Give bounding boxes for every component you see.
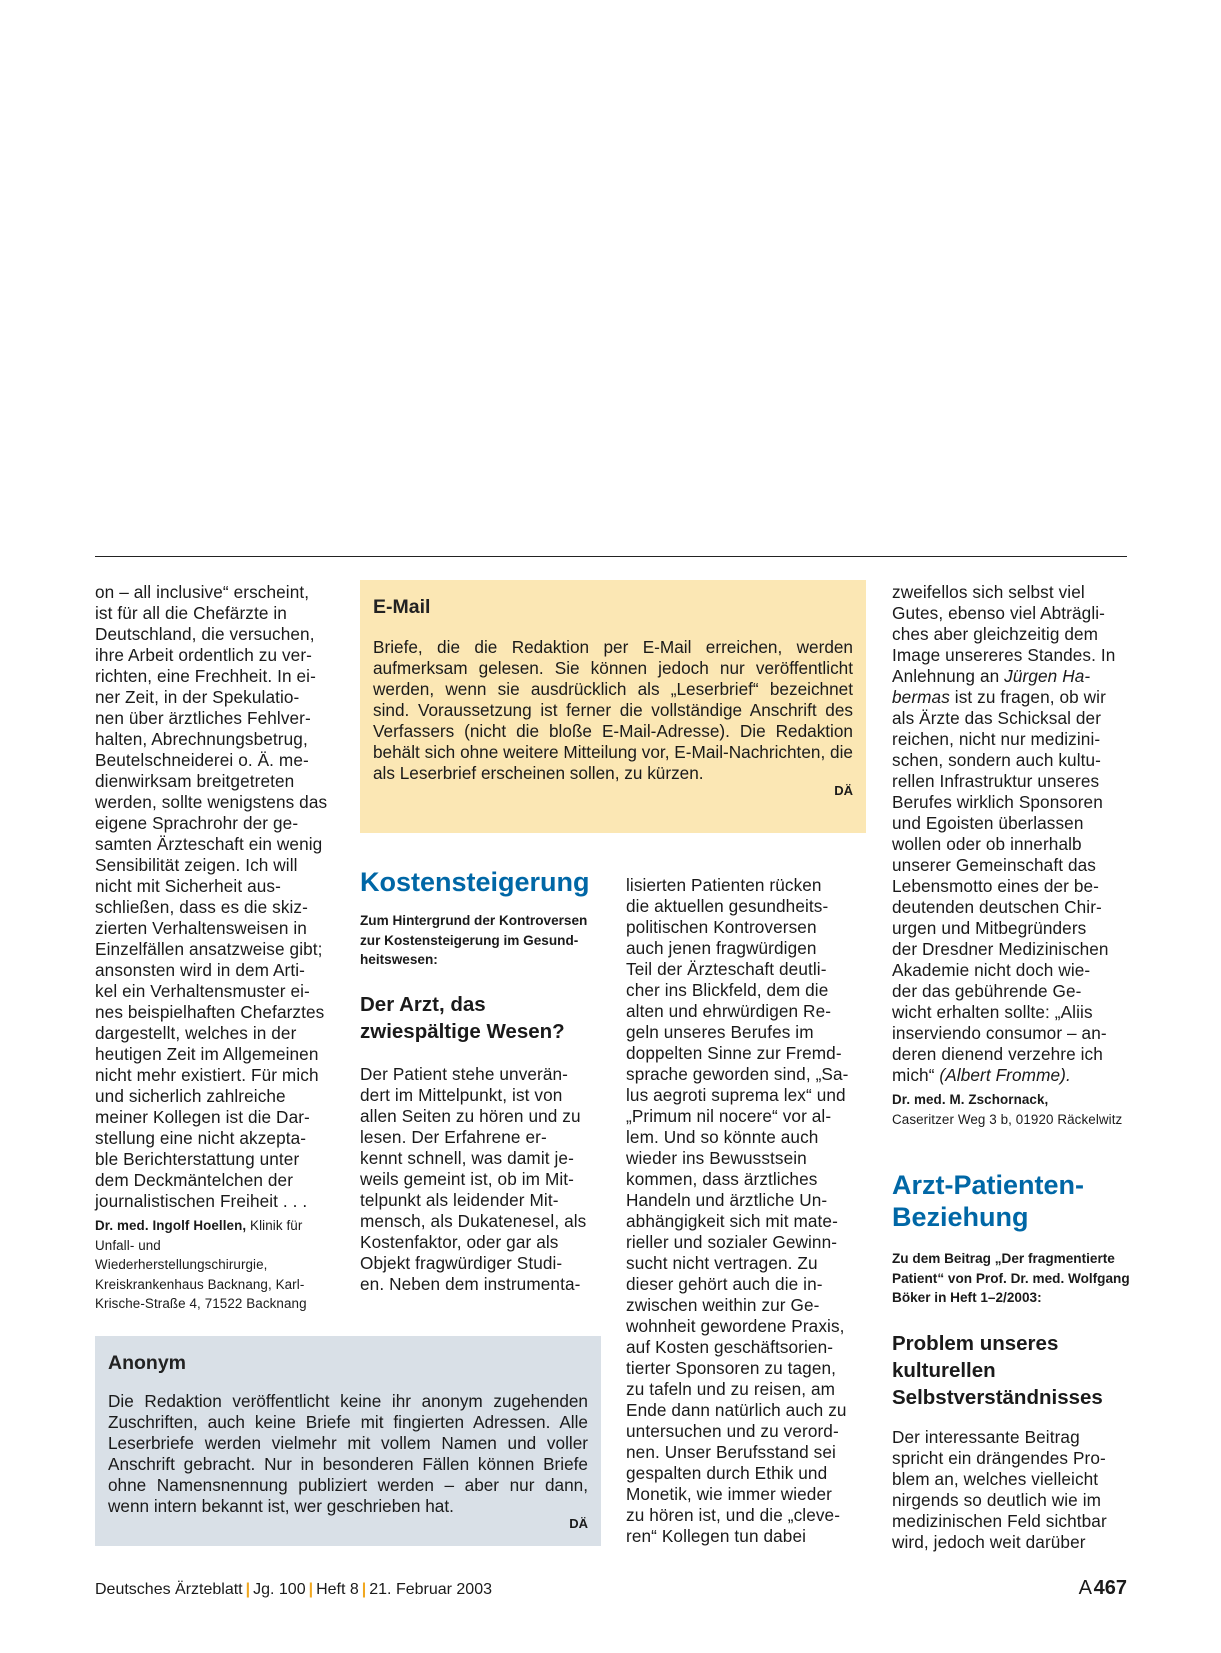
text-run: Anlehnung an	[892, 666, 1005, 686]
letter-zschornack-body-a	[892, 582, 1132, 666]
text-line: deren dienend verzehre ich	[892, 1044, 1103, 1064]
arzt-title-line: Arzt-Patienten-	[892, 1170, 1085, 1200]
letter-zschornack-line-mixed-2	[892, 687, 1132, 708]
arzt-subtitle	[892, 1249, 1132, 1308]
text-line: nes beispielhaften Chefarztes	[95, 1002, 325, 1022]
text-line: kel ein Verhaltensmuster ei-	[95, 981, 310, 1001]
text-line: Ende dann natürlich auch zu	[626, 1400, 847, 1420]
text-line: nen. Unser Berufsstand sei	[626, 1442, 836, 1462]
top-rule	[95, 556, 1127, 557]
text-line: en. Neben dem instrumenta-	[360, 1274, 581, 1294]
email-box-text: Briefe, die die Redaktion per E-Mail erreichen, werden aufmerksam gelesen. Sie können jedoch nur veröffentlicht werden, wenn sie ausdrücklich als „Leserbrief“ bezeichnet sind. Voraussetzung ist ferner die vollständige Anschrift des Verfassers (nicht die bloße E-Mail-Adresse). Die Redaktion behält sich ohne weitere Mitteilung vor, E-Mail-Nachrichten, die als Leserbrief erscheinen sollen, zu kürzen.	[373, 637, 853, 783]
page-prefix: A	[1078, 1577, 1092, 1599]
text-line: und Egoisten überlassen	[892, 813, 1084, 833]
text-line: rellen Infrastruktur unseres	[892, 771, 1100, 791]
italic-quote-author: (Albert Fromme).	[939, 1065, 1071, 1085]
text-line: kennt schnell, was damit je-	[360, 1148, 574, 1168]
email-box-body	[373, 637, 853, 798]
text-line: meiner Kollegen ist die Dar-	[95, 1107, 310, 1127]
text-line: auch jenen fragwürdigen	[626, 938, 817, 958]
anonym-box-title: Anonym	[108, 1352, 186, 1374]
email-box-title: E-Mail	[373, 596, 431, 618]
text-line: urgen und Mitbegründers	[892, 918, 1087, 938]
text-line: untersuchen und zu verord-	[626, 1421, 839, 1441]
text-line: kommen, dass ärztliches	[626, 1169, 818, 1189]
italic-name-run: bermas	[892, 687, 950, 707]
text-line: deutenden deutschen Chir-	[892, 897, 1102, 917]
text-run: ist zu fragen, ob wir	[949, 687, 1106, 707]
text-line: samten Ärzteschaft ein wenig	[95, 834, 323, 854]
text-line: allen Seiten zu hören und zu	[360, 1106, 581, 1126]
kosten-subtitle-line: zur Kostensteigerung im Gesund-	[360, 932, 579, 948]
text-line: ren“ Kollegen tun dabei	[626, 1526, 807, 1546]
text-line: zierten Verhaltensweisen in	[95, 918, 307, 938]
journal-name: Deutsches Ärzteblatt	[95, 1581, 243, 1598]
text-line: Gutes, ebenso viel Abträgli-	[892, 603, 1105, 623]
text-line: Kostenfaktor, oder gar als	[360, 1232, 559, 1252]
arzt-subtitle-line: Patient“ von Prof. Dr. med. Wolfgang	[892, 1270, 1130, 1286]
italic-name-run: Jürgen Ha-	[1004, 666, 1091, 686]
text-line: blem an, welches vielleicht	[892, 1469, 1099, 1489]
text-line: heutigen Zeit im Allgemeinen	[95, 1044, 319, 1064]
text-line: Einzelfällen ansatzweise gibt;	[95, 939, 323, 959]
page-footer	[95, 1581, 492, 1599]
text-line: spricht ein drängendes Pro-	[892, 1448, 1106, 1468]
letter-hoellen-column	[95, 582, 335, 1314]
text-line: ihre Arbeit ordentlich zu ver-	[95, 645, 312, 665]
text-line: lus aegroti suprema lex“ und	[626, 1085, 846, 1105]
text-line: Image unsereres Standes. In	[892, 645, 1116, 665]
journal-volume: Jg. 100	[253, 1581, 306, 1598]
letter-hoellen-body	[95, 582, 335, 1212]
arzt-title-line: Beziehung	[892, 1202, 1029, 1232]
text-line: schen, sondern auch kultu-	[892, 750, 1101, 770]
signature-affiliation-4: Krische-Straße 4, 71522 Backnang	[95, 1296, 307, 1311]
text-line: Der Patient stehe unverän-	[360, 1064, 569, 1084]
arzt-heading-line: Problem unseres	[892, 1332, 1059, 1355]
text-line: lem. Und so könnte auch	[626, 1127, 819, 1147]
signature-affiliation-3: Kreiskrankenhaus Backnang, Karl-	[95, 1276, 305, 1292]
text-line: telpunkt als leidender Mit-	[360, 1190, 559, 1210]
text-line: ansonsten wird in dem Arti-	[95, 960, 305, 980]
text-line: schließen, dass es die skiz-	[95, 897, 308, 917]
arzt-subtitle-line: Böker in Heft 1–2/2003:	[892, 1290, 1042, 1305]
text-line: dert im Mittelpunkt, ist von	[360, 1085, 563, 1105]
arzt-subtitle-line: Zu dem Beitrag „Der fragmentierte	[892, 1251, 1115, 1266]
arzt-heading-line: kulturellen	[892, 1359, 996, 1382]
text-line: geln unseres Berufes im	[626, 1022, 814, 1042]
text-line: ist für all die Chefärzte in	[95, 603, 287, 623]
text-line: Sensibilität zeigen. Ich will	[95, 855, 298, 875]
text-line: wollen oder ob innerhalb	[892, 834, 1082, 854]
email-info-box	[360, 580, 866, 833]
footer-separator: |	[308, 1581, 314, 1598]
text-line: dieser gehört auch die in-	[626, 1274, 823, 1294]
text-line: nen über ärztliches Fehlver-	[95, 708, 311, 728]
text-line: inserviendo consumor – an-	[892, 1023, 1107, 1043]
anonym-box-text: Die Redaktion veröffentlicht keine ihr anonym zugehenden Zuschriften, auch keine Briefe mit fingierten Adressen. Alle Leserbriefe werden vielmehr mit vollem Namen und voller Anschrift gebracht. Nur in besonderen Fällen können Briefe ohne Namensnennung publiziert werden – aber nur dann, wenn intern bekannt ist, wer geschrieben hat.	[108, 1391, 588, 1516]
text-line: dem Deckmäntelchen der	[95, 1170, 294, 1190]
journal-issue: Heft 8	[316, 1581, 359, 1598]
text-line: sucht nicht vertragen. Zu	[626, 1253, 818, 1273]
text-line: Lebensmotto eines der be-	[892, 876, 1099, 896]
kosten-subtitle-line: heitswesen:	[360, 952, 438, 967]
kosten-subtitle	[360, 911, 600, 970]
text-line: Teil der Ärzteschaft deutli-	[626, 959, 827, 979]
text-line: reichen, nicht nur medizini-	[892, 729, 1101, 749]
text-line: nirgends so deutlich wie im	[892, 1490, 1102, 1510]
text-line: dargestellt, welches in der	[95, 1023, 297, 1043]
text-line: der das gebührende Ge-	[892, 981, 1082, 1001]
kosten-heading-line: Der Arzt, das	[360, 993, 486, 1016]
text-line: dienwirksam breitgetreten	[95, 771, 295, 791]
email-box-tag: DÄ	[834, 783, 853, 798]
text-line: und sicherlich zahlreiche	[95, 1086, 286, 1106]
kosten-body-left	[360, 1064, 600, 1295]
signature-affiliation-2: Unfall- und Wiederherstellungschirurgie,	[95, 1237, 268, 1272]
text-line: unserer Gemeinschaft das	[892, 855, 1096, 875]
page-number	[1079, 1577, 1127, 1600]
text-line: journalistischen Freiheit . . .	[95, 1191, 308, 1211]
text-line: Der interessante Beitrag	[892, 1427, 1080, 1447]
text-line: mensch, als Dukatenesel, als	[360, 1211, 587, 1231]
text-line: der Dresdner Medizinischen	[892, 939, 1109, 959]
letter-zschornack-body-b	[892, 708, 1132, 1065]
text-line: Deutschland, die versuchen,	[95, 624, 315, 644]
text-line: als Ärzte das Schicksal der	[892, 708, 1102, 728]
signature-address: Caseritzer Weg 3 b, 01920 Räckelwitz	[892, 1111, 1123, 1127]
text-line: abhängigkeit sich mit mate-	[626, 1211, 838, 1231]
kosten-body-right	[626, 875, 866, 1547]
kosten-heading-line: zwiespältige Wesen?	[360, 1020, 565, 1043]
text-line: werden, sollte wenigstens das	[95, 792, 328, 812]
arzt-heading-line: Selbstverständnisses	[892, 1386, 1103, 1409]
text-line: Beutelschneiderei o. Ä. me-	[95, 750, 309, 770]
text-line: eigene Sprachrohr der ge-	[95, 813, 299, 833]
text-line: stellung eine nicht akzepta-	[95, 1128, 307, 1148]
letter-hoellen-signature	[95, 1216, 335, 1314]
text-line: cher ins Blickfeld, dem die	[626, 980, 829, 1000]
text-line: tierter Sponsoren zu tagen,	[626, 1358, 837, 1378]
text-line: wieder ins Bewusstsein	[626, 1148, 807, 1168]
kosten-article-heading	[360, 991, 565, 1045]
text-line: weils gemeint ist, ob im Mit-	[360, 1169, 574, 1189]
text-line: ner Zeit, in der Spekulatio-	[95, 687, 300, 707]
text-run: mich“	[892, 1065, 940, 1085]
signature-name: Dr. med. Ingolf Hoellen,	[95, 1218, 247, 1233]
text-line: medizinischen Feld sichtbar	[892, 1511, 1107, 1531]
anonym-box-body	[108, 1391, 588, 1531]
text-line: ble Berichterstattung unter	[95, 1149, 300, 1169]
kosten-section-title: Kostensteigerung	[360, 867, 590, 897]
text-line: zu hören ist, und die „cleve-	[626, 1505, 841, 1525]
text-line: halten, Abrechnungsbetrug,	[95, 729, 308, 749]
text-line: richten, eine Frechheit. In ei-	[95, 666, 316, 686]
journal-date: 21. Februar 2003	[369, 1581, 492, 1598]
arzt-body	[892, 1427, 1132, 1553]
text-line: zu tafeln und zu reisen, am	[626, 1379, 836, 1399]
text-line: lisierten Patienten rücken	[626, 875, 822, 895]
text-line: „Primum nil nocere“ vor al-	[626, 1106, 832, 1126]
text-line: auf Kosten geschäftsorien-	[626, 1337, 834, 1357]
kosten-subtitle-line: Zum Hintergrund der Kontroversen	[360, 913, 588, 928]
footer-separator: |	[361, 1581, 367, 1598]
text-line: doppelten Sinne zur Fremd-	[626, 1043, 842, 1063]
text-line: nicht mehr existiert. Für mich	[95, 1065, 319, 1085]
text-line: ches aber gleichzeitig dem	[892, 624, 1099, 644]
signature-name: Dr. med. M. Zschornack,	[892, 1092, 1049, 1107]
text-line: lesen. Der Erfahrene er-	[360, 1127, 547, 1147]
letter-zschornack-last-line	[892, 1065, 1132, 1086]
text-line: Berufes wirklich Sponsoren	[892, 792, 1103, 812]
footer-separator: |	[245, 1581, 251, 1598]
arzt-article-heading	[892, 1330, 1103, 1411]
text-line: rieller und sozialer Gewinn-	[626, 1232, 838, 1252]
letter-zschornack-line-mixed	[892, 666, 1132, 687]
text-line: alten und ehrwürdigen Re-	[626, 1001, 832, 1021]
page-number-value: 467	[1093, 1577, 1127, 1599]
anonym-info-box	[95, 1336, 601, 1546]
text-line: Akademie nicht doch wie-	[892, 960, 1091, 980]
text-line: gespalten durch Ethik und	[626, 1463, 828, 1483]
text-line: wicht erhalten sollte: „Aliis	[892, 1002, 1093, 1022]
signature-affiliation-1: Klinik für	[250, 1218, 303, 1233]
text-line: Objekt fragwürdiger Studi-	[360, 1253, 563, 1273]
text-line: politischen Kontroversen	[626, 917, 817, 937]
arzt-section-title	[892, 1169, 1084, 1233]
letter-zschornack-column	[892, 582, 1132, 1129]
text-line: die aktuellen gesundheits-	[626, 896, 829, 916]
text-line: wohnheit gewordene Praxis,	[626, 1316, 845, 1336]
text-line: zwischen weithin zur Ge-	[626, 1295, 820, 1315]
text-line: zweifellos sich selbst viel	[892, 582, 1085, 602]
anonym-box-tag: DÄ	[569, 1516, 588, 1531]
letter-zschornack-signature	[892, 1090, 1132, 1129]
text-line: Monetik, wie immer wieder	[626, 1484, 832, 1504]
text-line: Handeln und ärztliche Un-	[626, 1190, 828, 1210]
text-line: nicht mit Sicherheit aus-	[95, 876, 281, 896]
text-line: on – all inclusive“ erscheint,	[95, 582, 310, 602]
text-line: sprache geworden sind, „Sa-	[626, 1064, 849, 1084]
text-line: wird, jedoch weit darüber	[892, 1532, 1086, 1552]
